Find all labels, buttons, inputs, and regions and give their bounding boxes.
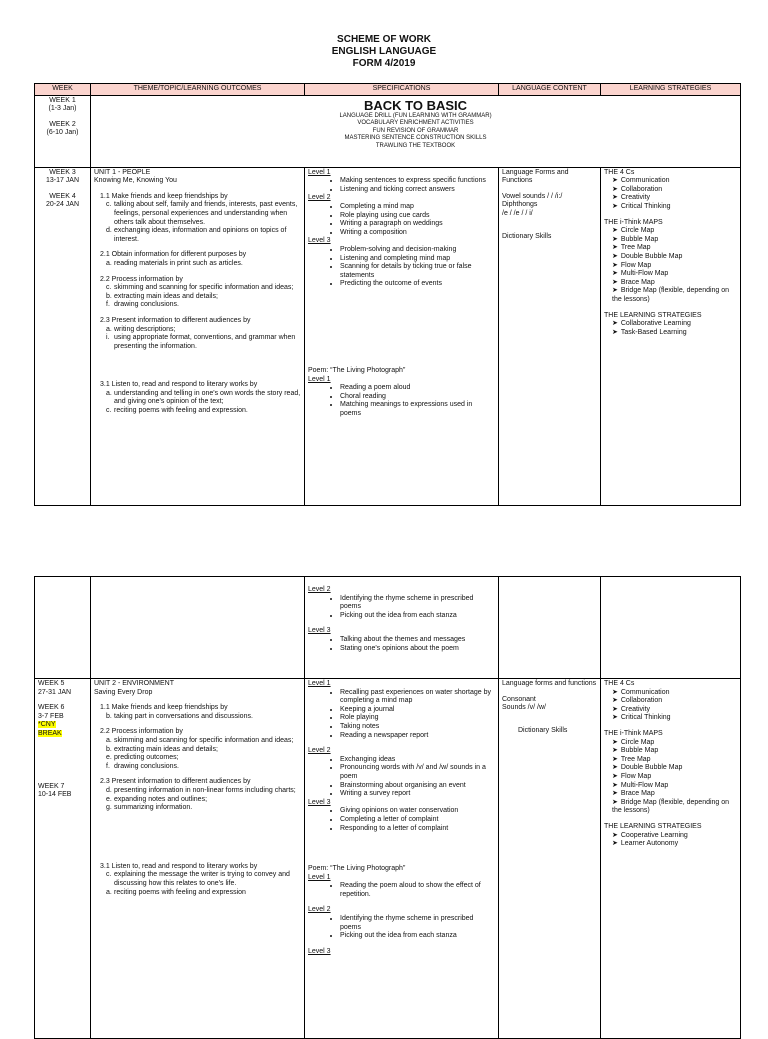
header-language-content: LANGUAGE CONTENT xyxy=(499,84,601,96)
header-row xyxy=(35,84,741,96)
lang-item: Vowel sounds / / /i:/ xyxy=(502,192,563,200)
lang-item: Diphthongs xyxy=(502,201,538,209)
strategy-item: ➤ Flow Map xyxy=(612,262,737,271)
spec-item: • Listening and ticking correct answers xyxy=(340,186,495,195)
week-dates: (6-10 Jan) xyxy=(46,129,79,137)
strategy-item: ➤ Collaboration xyxy=(612,186,737,195)
strategy-item: ➤ Creativity xyxy=(612,706,737,715)
language-content-cell xyxy=(499,679,601,1039)
btb-item: VOCABULARY ENRICHMENT ACTIVITIES xyxy=(357,120,474,127)
strategy-heading: THE 4 Cs xyxy=(604,168,635,176)
cny-note: *CNY xyxy=(38,721,56,729)
week-cell xyxy=(35,167,91,505)
strategy-item: ➤ Double Bubble Map xyxy=(612,764,737,773)
strategy-item: ➤ Cooperative Learning xyxy=(612,832,737,841)
week-dates: 27-31 JAN xyxy=(38,688,72,696)
spec-item: • Writing a composition xyxy=(340,229,495,238)
strategy-item: ➤ Circle Map xyxy=(612,739,737,748)
strategy-item: ➤ Circle Map xyxy=(612,227,737,236)
spec-item: • Role playing using cue cards xyxy=(340,212,495,221)
level-label: Level 3 xyxy=(308,798,331,806)
spec-item: • Choral reading xyxy=(340,393,495,402)
row-unit-2 xyxy=(35,679,741,1039)
spec-item: • Matching meanings to expressions used in poems xyxy=(340,401,495,418)
cny-note: BREAK xyxy=(38,729,62,737)
theme-cell xyxy=(91,577,305,679)
outcome-item: i. using appropriate format, conventions, and grammar when presenting the information. xyxy=(106,334,296,350)
week-cell xyxy=(35,95,91,167)
learning-strategies-cell xyxy=(601,679,741,1039)
week-cell xyxy=(35,679,91,1039)
outcome-item: b. extracting main ideas and details; xyxy=(106,292,218,300)
outcome-item: c. talking about self, family and friends, interests, past events, feelings, personal experiences and understanding when others talk about themselves. xyxy=(106,201,298,226)
row-back-to-basic xyxy=(35,95,741,167)
outcome-item: a. reading materials in print such as articles. xyxy=(106,259,243,267)
spec-item: • Identifying the rhyme scheme in prescribed poems xyxy=(340,595,495,612)
outcome-item: b. taking part in conversations and discussions. xyxy=(106,712,253,720)
specifications-cell xyxy=(305,679,499,1039)
strategy-heading: THE LEARNING STRATEGIES xyxy=(604,311,702,319)
outcome-item: e. predicting outcomes; xyxy=(106,754,179,762)
learning-strategies-cell xyxy=(601,577,741,679)
specifications-cell xyxy=(305,577,499,679)
outcome-item: c. reciting poems with feeling and expression. xyxy=(106,407,248,415)
theme-cell xyxy=(91,167,305,505)
spec-item: • Predicting the outcome of events xyxy=(340,280,495,289)
outcome-item: f. drawing conclusions. xyxy=(106,762,179,770)
outcome-item: f. drawing conclusions. xyxy=(106,301,179,309)
outcome-item: a. reciting poems with feeling and expression xyxy=(106,888,246,896)
week-label: WEEK 3 xyxy=(49,168,76,176)
strategy-item: ➤ Bubble Map xyxy=(612,747,737,756)
spec-item: • Picking out the idea from each stanza xyxy=(340,612,495,621)
outcome-item: g. summarizing information. xyxy=(106,804,193,812)
level-label: Level 3 xyxy=(308,947,331,955)
spec-item: • Reading a poem aloud xyxy=(340,384,495,393)
level-label: Level 1 xyxy=(308,375,331,383)
level-label: Level 2 xyxy=(308,906,331,914)
spec-item: • Listening and completing mind map xyxy=(340,255,495,264)
strategy-item: ➤ Double Bubble Map xyxy=(612,253,737,262)
week-dates: 20-24 JAN xyxy=(45,201,80,209)
spec-item: • Reading a newspaper report xyxy=(340,732,495,741)
strategy-heading: THE i-Think MAPS xyxy=(604,729,663,737)
outcome-item: c. explaining the message the writer is trying to convey and discussing how this relates to one's life. xyxy=(106,871,290,887)
spec-item: • Talking about the themes and messages xyxy=(340,636,495,645)
spec-item: • Giving opinions on water conservation xyxy=(340,807,495,816)
level-label: Level 1 xyxy=(308,168,331,176)
strategy-item: ➤ Brace Map xyxy=(612,279,737,288)
outcome-heading: 3.1 Listen to, read and respond to literary works by xyxy=(100,381,258,389)
spec-item: • Brainstorming about organising an event xyxy=(340,782,495,791)
strategy-item: ➤ Bridge Map (flexible, depending on the lessons) xyxy=(612,799,737,816)
header-learning-strategies: LEARNING STRATEGIES xyxy=(601,84,741,96)
language-content-cell xyxy=(499,577,601,679)
outcome-heading: 1.1 Make friends and keep friendships by xyxy=(100,704,228,712)
spec-item: • Recalling past experiences on water shortage by completing a mind map xyxy=(340,689,495,706)
strategy-item: ➤ Bubble Map xyxy=(612,236,737,245)
outcome-heading: 2.1 Obtain information for different purposes by xyxy=(100,251,247,259)
learning-strategies-cell xyxy=(601,167,741,505)
strategy-item: ➤ Critical Thinking xyxy=(612,203,737,212)
back-to-basic-cell xyxy=(91,95,741,167)
outcome-heading: 2.3 Present information to different audiences by xyxy=(100,316,251,324)
unit-title: UNIT 2 - ENVIRONMENT xyxy=(94,680,174,687)
week-dates: 13-17 JAN xyxy=(45,177,80,185)
week-dates: 3-7 FEB xyxy=(38,712,64,720)
unit-subtitle: Saving Every Drop xyxy=(94,688,153,696)
week-label: WEEK 1 xyxy=(49,96,76,104)
strategy-heading: THE i-Think MAPS xyxy=(604,218,663,226)
btb-item: LANGUAGE DRILL (FUN LEARNING WITH GRAMMAR) xyxy=(339,112,492,119)
btb-item: MASTERING SENTENCE CONSTRUCTION SKILLS xyxy=(344,135,487,142)
lang-item: Sounds /v/ /w/ xyxy=(502,704,546,712)
spec-item: • Pronouncing words with /v/ and /w/ sounds in a poem xyxy=(340,764,495,781)
outcome-item: a. understanding and telling in one's own words the story read, and giving one's opinion of the text; xyxy=(106,389,301,406)
btb-item: TRAWLING THE TEXTBOOK xyxy=(375,142,456,149)
week-label: WEEK 6 xyxy=(38,704,65,712)
lang-item: Dictionary Skills xyxy=(518,726,568,734)
strategy-item: ➤ Learner Autonomy xyxy=(612,840,737,849)
lang-item: Language Forms and Functions xyxy=(502,168,569,185)
spec-item: • Writing a paragraph on weddings xyxy=(340,220,495,229)
lang-item: /e / /e / / i/ xyxy=(502,209,533,217)
outcome-heading: 2.2 Process information by xyxy=(100,275,183,283)
strategy-item: ➤ Creativity xyxy=(612,194,737,203)
btb-item: FUN REVISION OF GRAMMAR xyxy=(372,127,459,134)
spec-item: • Completing a mind map xyxy=(340,203,495,212)
week-dates: (1-3 Jan) xyxy=(48,105,77,113)
outcome-heading: 1.1 Make friends and keep friendships by xyxy=(100,192,228,200)
spec-item: • Taking notes xyxy=(340,723,495,732)
strategy-item: ➤ Tree Map xyxy=(612,244,737,253)
spec-item: • Exchanging ideas xyxy=(340,756,495,765)
spec-item: • Scanning for details by ticking true or false statements xyxy=(340,263,495,280)
week-cell xyxy=(35,577,91,679)
lang-item: Consonant xyxy=(502,695,536,703)
spec-item: • Problem-solving and decision-making xyxy=(340,246,495,255)
header-specifications: SPECIFICATIONS xyxy=(305,84,499,96)
strategy-item: ➤ Flow Map xyxy=(612,773,737,782)
level-label: Level 2 xyxy=(308,586,331,593)
row-unit-1 xyxy=(35,167,741,505)
language-content-cell xyxy=(499,167,601,505)
row-continued xyxy=(35,577,741,679)
spec-item: • Reading the poem aloud to show the effect of repetition. xyxy=(340,882,495,899)
week-label: WEEK 5 xyxy=(38,680,65,687)
outcome-item: e. expanding notes and outlines; xyxy=(106,795,208,803)
title-line: SCHEME OF WORK xyxy=(337,34,431,45)
level-label: Level 3 xyxy=(308,627,331,635)
level-label: Level 1 xyxy=(308,873,331,881)
unit-subtitle: Knowing Me, Knowing You xyxy=(94,177,177,185)
strategy-item: ➤ Task-Based Learning xyxy=(612,329,737,338)
strategy-item: ➤ Collaborative Learning xyxy=(612,320,737,329)
strategy-item: ➤ Brace Map xyxy=(612,790,737,799)
week-label: WEEK 4 xyxy=(49,192,76,200)
outcome-heading: 2.3 Present information to different audiences by xyxy=(100,778,251,786)
strategy-item: ➤ Communication xyxy=(612,177,737,186)
document-title xyxy=(0,34,768,70)
theme-cell xyxy=(91,679,305,1039)
week-label: WEEK 7 xyxy=(38,782,65,790)
spec-item: • Stating one's opinions about the poem xyxy=(340,645,495,654)
unit-title: UNIT 1 - PEOPLE xyxy=(94,168,151,176)
strategy-item: ➤ Collaboration xyxy=(612,697,737,706)
week-label: WEEK 2 xyxy=(49,120,76,128)
header-week: WEEK xyxy=(35,84,91,96)
outcome-item: d. presenting information in non-linear forms including charts; xyxy=(106,786,296,794)
poem-title: Poem: “The Living Photograph” xyxy=(308,366,406,374)
strategy-item: ➤ Multi-Flow Map xyxy=(612,270,737,279)
title-line: FORM 4/2019 xyxy=(352,58,416,69)
outcome-heading: 2.2 Process information by xyxy=(100,728,183,736)
strategy-heading: THE 4 Cs xyxy=(604,680,635,687)
strategy-item: ➤ Communication xyxy=(612,689,737,698)
strategy-heading: THE LEARNING STRATEGIES xyxy=(604,822,702,830)
spec-item: • Picking out the idea from each stanza xyxy=(340,932,495,941)
spec-item: • Keeping a journal xyxy=(340,706,495,715)
title-line: ENGLISH LANGUAGE xyxy=(331,46,437,57)
strategy-item: ➤ Multi-Flow Map xyxy=(612,782,737,791)
lang-item: Language forms and functions xyxy=(502,680,597,687)
poem-title: Poem: “The Living Photograph” xyxy=(308,865,406,873)
lang-item: Dictionary Skills xyxy=(502,232,552,240)
back-to-basic-title: BACK TO BASIC xyxy=(363,97,468,113)
strategy-item: ➤ Tree Map xyxy=(612,756,737,765)
scheme-table-page1 xyxy=(34,83,741,506)
level-label: Level 1 xyxy=(308,680,331,687)
outcome-item: b. extracting main ideas and details; xyxy=(106,745,218,753)
spec-item: • Making sentences to express specific functions xyxy=(340,177,495,186)
spec-item: • Role playing xyxy=(340,714,495,723)
outcome-item: d. exchanging ideas, information and opinions on topics of interest. xyxy=(106,227,287,243)
header-theme: THEME/TOPIC/LEARNING OUTCOMES xyxy=(91,84,305,96)
outcome-item: c. skimming and scanning for specific information and ideas; xyxy=(106,284,294,292)
strategy-item: ➤ Critical Thinking xyxy=(612,714,737,723)
specifications-cell xyxy=(305,167,499,505)
spec-item: • Identifying the rhyme scheme in prescribed poems xyxy=(340,915,495,932)
week-dates: 10-14 FEB xyxy=(38,791,72,799)
level-label: Level 3 xyxy=(308,237,331,245)
spec-item: • Completing a letter of complaint xyxy=(340,816,495,825)
level-label: Level 2 xyxy=(308,194,331,202)
spec-item: • Responding to a letter of complaint xyxy=(340,825,495,834)
strategy-item: ➤ Bridge Map (flexible, depending on the lessons) xyxy=(612,287,737,304)
spec-item: • Writing a survey report xyxy=(340,790,495,799)
scheme-table-page2 xyxy=(34,576,741,1039)
level-label: Level 2 xyxy=(308,747,331,755)
outcome-heading: 3.1 Listen to, read and respond to literary works by xyxy=(100,862,258,870)
outcome-item: a. skimming and scanning for specific information and ideas; xyxy=(106,736,294,744)
outcome-item: a. writing descriptions; xyxy=(106,325,176,333)
